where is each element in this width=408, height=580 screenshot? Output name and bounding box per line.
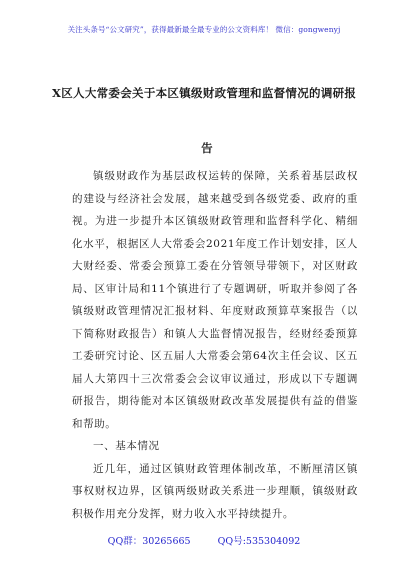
document-body — [72, 165, 358, 525]
footer-qq-group: QQ群：30265665 — [107, 536, 191, 547]
paragraph-basic: 近几年，通过区镇财政管理体制改革，不断厘清区镇事权财权边界，区镇两级财政关系进一步理顺，镇级财政积极作用充分发挥，财力收入水平持续提升。 — [72, 462, 358, 520]
footer-qq-number: QQ号:535304092 — [217, 536, 301, 547]
paragraph-intro: 镇级财政作为基层政权运转的保障，关系着基层政权的建设与经济社会发展，越来越受到各级党委、政府的重视。为进一步提升本区镇级财政管理和监督科学化、精细化水平，根据区人大常委会2021年度工作计划安排，区人大财经委、常委会预算工委在分管领导带领下，对区财政局、区审计局和11个镇进行了专题调研，听取并参阅了各镇级财政管理情况汇报材料、年度财政预算草案报告（以下简称财政报告）和镇人大监督情况报告，经财经委预算工委研究讨论、区五届人大常委会第64次主任会议、区五届人大第四十三次常委会会议审议通过，形成以下专题调研报告，期待能对本区镇级财政改革发展提供有益的借鉴和帮助。 — [72, 170, 358, 430]
header-banner: 关注头条号“公文研究”，获得最新最全最专业的公文资料库！ 微信：gongwenyj — [67, 25, 341, 34]
title-line-1: X区人大常委会关于本区镇级财政管理和监督情况的调研报 — [52, 86, 357, 100]
title-line-2: 告 — [201, 141, 213, 155]
footer — [0, 533, 408, 547]
document-title — [52, 66, 362, 176]
section-heading: 一、基本情况 — [93, 440, 160, 452]
